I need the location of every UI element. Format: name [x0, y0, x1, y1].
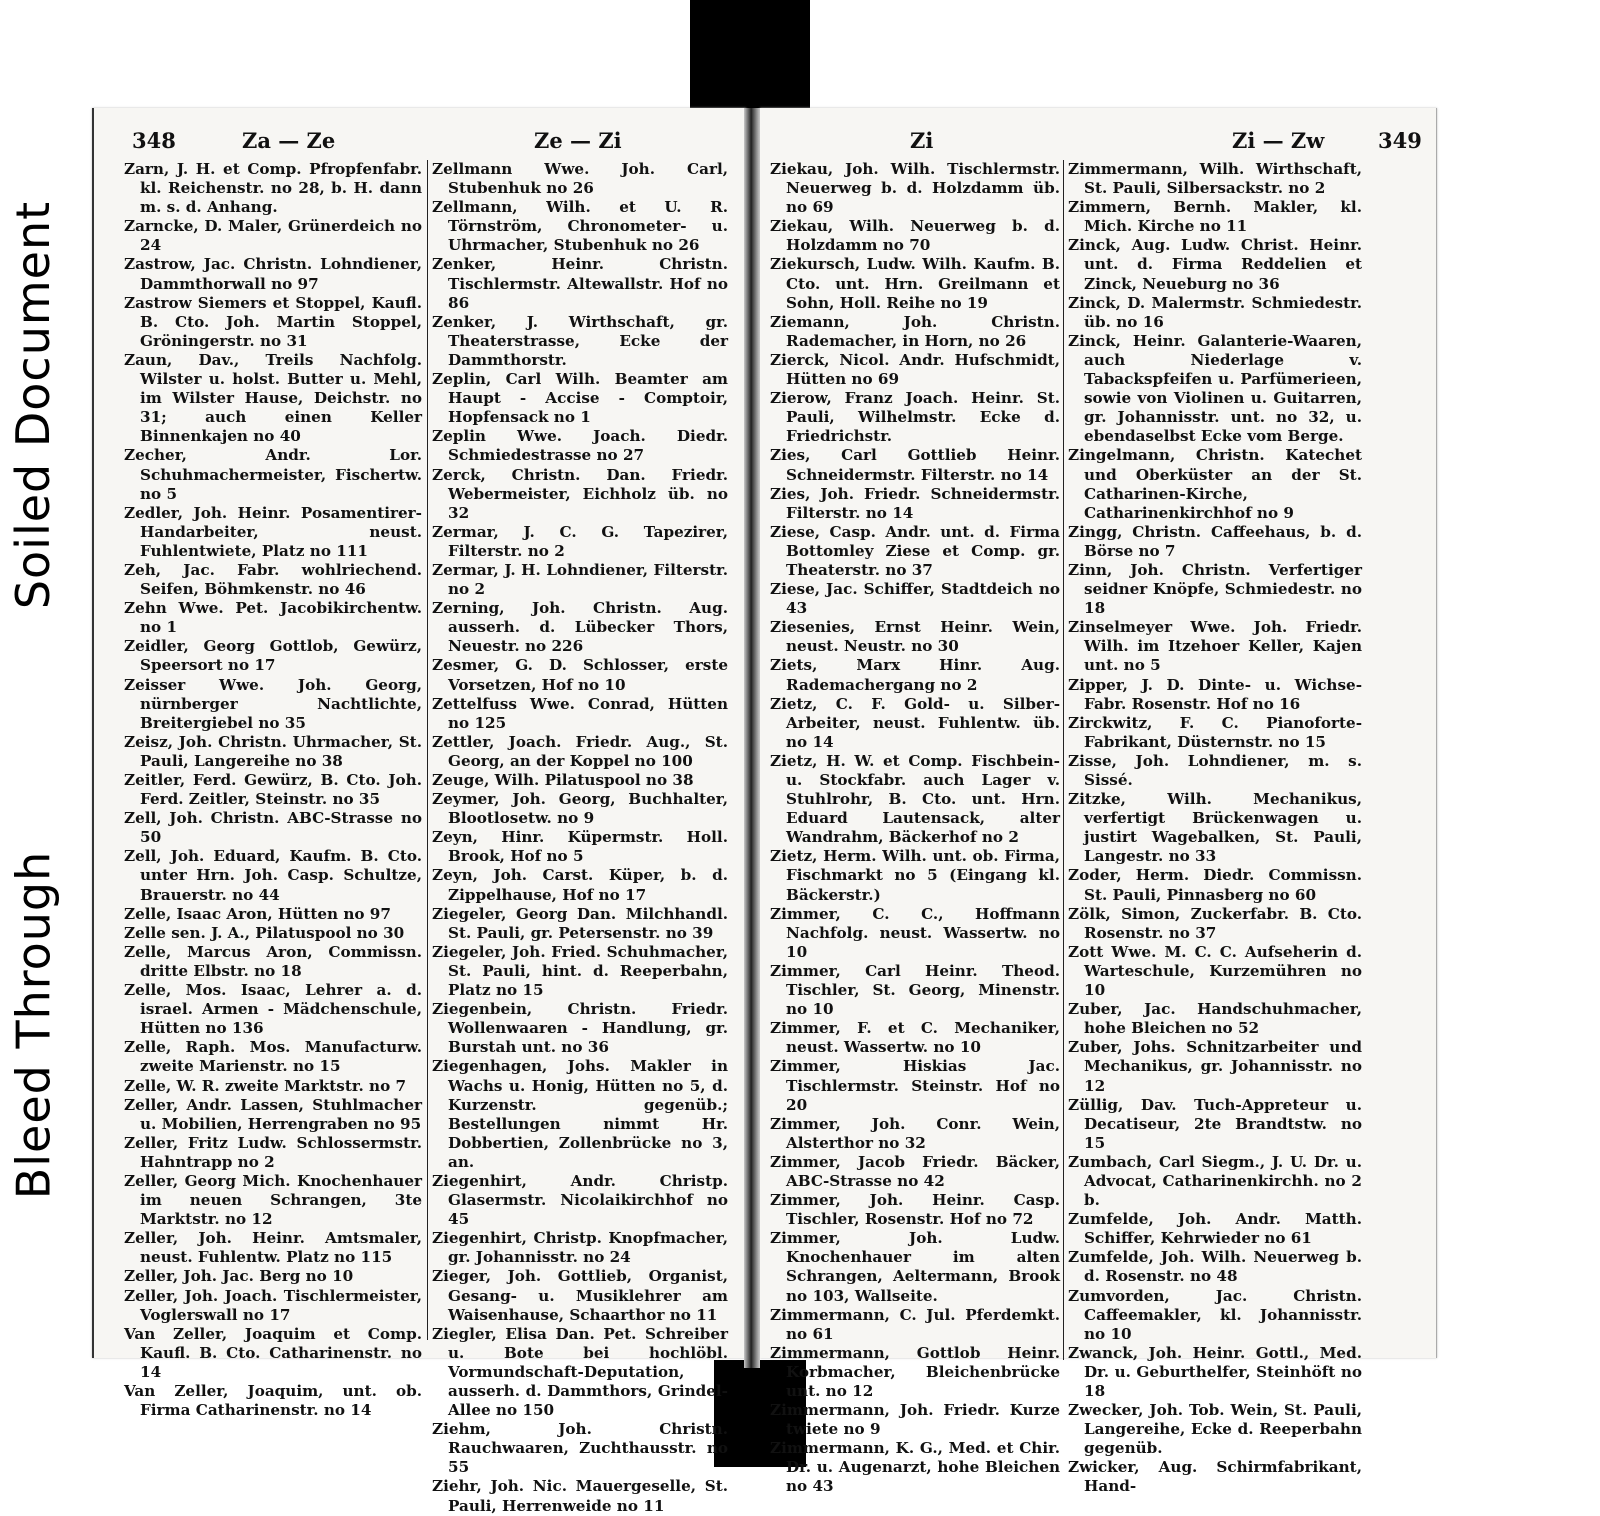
directory-entry: Zinselmeyer Wwe. Joh. Friedr. Wilh. im Itzehoer Keller, Kajen unt. no 5 — [1068, 618, 1362, 675]
directory-entry: Zeplin, Carl Wilh. Beamter am Haupt - Accise - Comptoir, Hopfensack no 1 — [432, 370, 728, 427]
directory-entry: Ziegenhagen, Johs. Makler in Wachs u. Honig, Hütten no 5, d. Kurzenstr. gegenüb.; Bestellungen nimmt Hr. Dobbertien, Zollenbrücke no 3, an. — [432, 1057, 728, 1171]
directory-entry: Zimmer, F. et C. Mechaniker, neust. Wassertw. no 10 — [770, 1019, 1060, 1057]
directory-entry: Zimmermann, Joh. Friedr. Kurze twiete no 9 — [770, 1401, 1060, 1439]
directory-entry: Zelle, Mos. Isaac, Lehrer a. d. israel. Armen - Mädchenschule, Hütten no 136 — [124, 981, 422, 1038]
directory-entry: Van Zeller, Joaquim et Comp. Kaufl. B. Cto. Catharinenstr. no 14 — [124, 1324, 422, 1381]
directory-entry: Zietz, H. W. et Comp. Fischbein- u. Stockfabr. auch Lager v. Stuhlrohr, B. Cto. unt. Hrn. Eduard Lautensack, alter Wandrahm, Bäckerhof no 2 — [770, 751, 1060, 847]
directory-entry: Zirckwitz, F. C. Pianoforte-Fabrikant, Düsternstr. no 15 — [1068, 713, 1362, 751]
directory-entry: Zingelmann, Christn. Katechet und Oberküster an der St. Catharinen-Kirche, Catharinenkirchhof no 9 — [1068, 446, 1362, 522]
directory-entry: Ziegeler, Joh. Fried. Schuhmacher, St. Pauli, hint. d. Reeperbahn, Platz no 15 — [432, 942, 728, 1000]
directory-entry: Zierck, Nicol. Andr. Hufschmidt, Hütten no 69 — [770, 350, 1060, 389]
directory-entry: Ziets, Marx Hinr. Aug. Rademachergang no 2 — [770, 656, 1060, 694]
soiled-document-label — [4, 160, 62, 650]
directory-entry: Zeyn, Joh. Carst. Küper, b. d. Zippelhause, Hof no 17 — [432, 866, 728, 904]
right-page-header-a: Zi — [910, 128, 934, 153]
directory-entry: Zeuge, Wilh. Pilatuspool no 38 — [432, 771, 694, 789]
directory-entry: Zimmern, Bernh. Makler, kl. Mich. Kirche no 11 — [1068, 198, 1362, 236]
directory-entry: Zimmermann, Wilh. Wirthschaft, St. Pauli, Silbersackstr. no 2 — [1068, 160, 1362, 198]
directory-entry: Ziehm, Joh. Christn. Rauchwaaren, Zuchthausstr. no 55 — [432, 1420, 728, 1477]
directory-entry: Zarn, J. H. et Comp. Pfropfenfabr. kl. Reichenstr. no 28, b. H. dann m. s. d. Anhang. — [124, 160, 422, 217]
directory-entry: Zeh, Jac. Fabr. wohlriechend. Seifen, Böhmkenstr. no 46 — [124, 560, 422, 599]
directory-entry: Ziese, Casp. Andr. unt. d. Firma Bottomley Ziese et Comp. gr. Theaterstr. no 37 — [770, 522, 1060, 579]
directory-entry: Zeller, Joh. Joach. Tischlermeister, Voglerswall no 17 — [124, 1286, 422, 1324]
directory-entry: Zelle, Marcus Aron, Commissn. dritte Elbstr. no 18 — [124, 942, 422, 980]
directory-entry: Zipper, J. D. Dinte- u. Wichse-Fabr. Rosenstr. Hof no 16 — [1068, 675, 1362, 713]
directory-entry: Ziegler, Elisa Dan. Pet. Schreiber u. Bote bei hochlöbl. Vormundschaft-Deputation, ausserh. d. Dammthors, Grindel-Allee no 150 — [432, 1324, 728, 1420]
directory-entry: Zwanck, Joh. Heinr. Gottl., Med. Dr. u. Geburthelfer, Steinhöft no 18 — [1068, 1343, 1362, 1400]
directory-entry: Zeymer, Joh. Georg, Buchhalter, Blootlosetw. no 9 — [432, 790, 728, 828]
directory-entry: Zuber, Jac. Handschuhmacher, hohe Bleichen no 52 — [1068, 1000, 1362, 1038]
bleed-through-label — [4, 790, 62, 1260]
right-column-rule — [1063, 160, 1064, 1360]
directory-entry: Zellmann, Wilh. et U. R. Törnström, Chronometer- u. Uhrmacher, Stubenhuk no 26 — [432, 198, 728, 255]
directory-entry: Zott Wwe. M. C. C. Aufseherin d. Warteschule, Kurzemühren no 10 — [1068, 942, 1362, 1000]
directory-entry: Ziekau, Wilh. Neuerweg b. d. Holzdamm no 70 — [770, 217, 1060, 255]
left-column-rule — [427, 160, 428, 1340]
directory-entry: Zitzke, Wilh. Mechanikus, verfertigt Brückenwagen u. justirt Wagebalken, St. Pauli, Langestr. no 33 — [1068, 790, 1362, 866]
directory-entry: Zeisser Wwe. Joh. Georg, nürnberger Nachtlichte, Breitergiebel no 35 — [124, 675, 422, 732]
left-page-header-b: Ze — Zi — [534, 128, 622, 153]
directory-entry: Zies, Joh. Friedr. Schneidermstr. Filterstr. no 14 — [770, 484, 1060, 522]
directory-entry: Zehn Wwe. Pet. Jacobikirchentw. no 1 — [124, 599, 422, 637]
book-gutter — [744, 108, 760, 1368]
directory-entry: Zimmer, Carl Heinr. Theod. Tischler, St. Georg, Minenstr. no 10 — [770, 961, 1060, 1019]
left-page-number: 348 — [132, 128, 176, 153]
directory-entry: Zenker, J. Wirthschaft, gr. Theaterstrasse, Ecke der Dammthorstr. — [432, 312, 728, 369]
directory-entry: Zeller, Georg Mich. Knochenhauer im neuen Schrangen, 3te Marktstr. no 12 — [124, 1171, 422, 1229]
directory-entry: Ziesenies, Ernst Heinr. Wein, neust. Neustr. no 30 — [770, 618, 1060, 656]
directory-entry: Zimmermann, Gottlob Heinr. Korbmacher, Bleichenbrücke unt. no 12 — [770, 1343, 1060, 1400]
directory-entry: Zettler, Joach. Friedr. Aug., St. Georg, an der Koppel no 100 — [432, 732, 728, 770]
directory-entry: Zumfelde, Joh. Wilh. Neuerweg b. d. Rosenstr. no 48 — [1068, 1248, 1362, 1286]
left-page-header-a: Za — Ze — [242, 128, 336, 153]
right-page-header-b: Zi — Zw — [1232, 128, 1325, 153]
directory-entry: Zumfelde, Joh. Andr. Matth. Schiffer, Kehrwieder no 61 — [1068, 1210, 1362, 1248]
directory-entry: Zinck, Heinr. Galanterie-Waaren, auch Niederlage v. Tabackspfeifen u. Parfümerieen, sowie von Violinen u. Guitarren, gr. Johannisstr. unt. no 32, u. ebendaselbst Ecke vom Berge. — [1068, 331, 1362, 446]
bleed-through-text: Bleed Through — [6, 850, 61, 1200]
scan-strip-top — [690, 0, 810, 118]
directory-entry: Zastrow Siemers et Stoppel, Kaufl. B. Cto. Joh. Martin Stoppel, Gröningerstr. no 31 — [124, 293, 422, 350]
directory-entry: Zelle, W. R. zweite Marktstr. no 7 — [124, 1076, 407, 1095]
directory-entry: Zecher, Andr. Lor. Schuhmachermeister, Fischertw. no 5 — [124, 446, 422, 503]
soiled-document-text: Soiled Document — [6, 200, 60, 610]
directory-entry: Zermar, J. H. Lohndiener, Filterstr. no 2 — [432, 560, 728, 599]
right-page — [760, 108, 1437, 1496]
directory-entry: Zimmer, Joh. Ludw. Knochenhauer im alten Schrangen, Aeltermann, Brook no 103, Wallseite. — [770, 1229, 1060, 1305]
directory-entry: Zeidler, Georg Gottlob, Gewürz, Speersort no 17 — [124, 637, 422, 675]
directory-entry: Zingg, Christn. Caffeehaus, b. d. Börse no 7 — [1068, 522, 1362, 560]
directory-entry: Zwecker, Joh. Tob. Wein, St. Pauli, Langereihe, Ecke d. Reeperbahn gegenüb. — [1068, 1401, 1362, 1458]
directory-entry: Züllig, Dav. Tuch-Appreteur u. Decatiseur, 2te Brandtstw. no 15 — [1068, 1095, 1362, 1152]
directory-entry: Zisse, Joh. Lohndiener, m. s. Sissé. — [1068, 751, 1362, 789]
directory-entry: Zastrow, Jac. Christn. Lohndiener, Dammthorwall no 97 — [124, 255, 422, 293]
left-page — [92, 108, 746, 1515]
open-book — [92, 108, 1462, 1515]
directory-entry: Ziegenhirt, Christp. Knopfmacher, gr. Johannisstr. no 24 — [432, 1229, 728, 1267]
directory-entry: Zettelfuss Wwe. Conrad, Hütten no 125 — [432, 694, 728, 732]
directory-entry: Zeller, Andr. Lassen, Stuhlmacher u. Mobilien, Herrengraben no 95 — [124, 1095, 422, 1133]
directory-entry: Zell, Joh. Christn. ABC-Strasse no 50 — [124, 809, 422, 847]
directory-entry: Zermar, J. C. G. Tapezirer, Filterstr. no 2 — [432, 522, 728, 560]
directory-entry: Zumbach, Carl Siegm., J. U. Dr. u. Advocat, Catharinenkirchh. no 2 b. — [1068, 1152, 1362, 1210]
right-column-2 — [1068, 160, 1362, 1497]
directory-entry: Zarncke, D. Maler, Grünerdeich no 24 — [124, 217, 422, 255]
directory-entry: Zeller, Fritz Ludw. Schlossermstr. Hahntrapp no 2 — [124, 1133, 422, 1171]
directory-entry: Zeller, Joh. Heinr. Amtsmaler, neust. Fuhlentw. Platz no 115 — [124, 1229, 422, 1267]
directory-entry: Zell, Joh. Eduard, Kaufm. B. Cto. unter Hrn. Joh. Casp. Schultze, Brauerstr. no 44 — [124, 847, 422, 904]
directory-entry: Zies, Carl Gottlieb Heinr. Schneidermstr. Filterstr. no 14 — [770, 446, 1060, 484]
directory-entry: Ziekursch, Ludw. Wilh. Kaufm. B. Cto. unt. Hrn. Greilmann et Sohn, Holl. Reihe no 19 — [770, 255, 1060, 312]
directory-entry: Van Zeller, Joaquim, unt. ob. Firma Catharinenstr. no 14 — [124, 1382, 422, 1420]
directory-entry: Ziekau, Joh. Wilh. Tischlermstr. Neuerweg b. d. Holzdamm üb. no 69 — [770, 160, 1060, 217]
directory-entry: Zimmer, Joh. Conr. Wein, Alsterthor no 32 — [770, 1114, 1060, 1152]
directory-entry: Zinck, D. Malermstr. Schmiedestr. üb. no 16 — [1068, 293, 1362, 331]
directory-entry: Zimmermann, K. G., Med. et Chir. Dr. u. Augenarzt, hohe Bleichen no 43 — [770, 1439, 1060, 1496]
directory-entry: Zeyn, Hinr. Küpermstr. Holl. Brook, Hof no 5 — [432, 828, 728, 866]
directory-entry: Zerck, Christn. Dan. Friedr. Webermeister, Eichholz üb. no 32 — [432, 465, 728, 522]
directory-entry: Zerning, Joh. Christn. Aug. ausserh. d. Lübecker Thors, Neuestr. no 226 — [432, 599, 728, 656]
directory-entry: Ziemann, Joh. Christn. Rademacher, in Horn, no 26 — [770, 312, 1060, 350]
directory-entry: Zelle, Isaac Aron, Hütten no 97 — [124, 904, 391, 923]
directory-entry: Zimmermann, C. Jul. Pferdemkt. no 61 — [770, 1305, 1060, 1343]
directory-entry: Zimmer, Joh. Heinr. Casp. Tischler, Rosenstr. Hof no 72 — [770, 1191, 1060, 1229]
directory-entry: Zuber, Johs. Schnitzarbeiter und Mechanikus, gr. Johannisstr. no 12 — [1068, 1038, 1362, 1095]
directory-entry: Zinck, Aug. Ludw. Christ. Heinr. unt. d. Firma Reddelien et Zinck, Neueburg no 36 — [1068, 236, 1362, 293]
directory-entry: Zietz, C. F. Gold- u. Silber-Arbeiter, neust. Fuhlentw. üb. no 14 — [770, 694, 1060, 751]
directory-entry: Zeplin Wwe. Joach. Diedr. Schmiedestrasse no 27 — [432, 427, 728, 465]
directory-entry: Zinn, Joh. Christn. Verfertiger seidner Knöpfe, Schmiedestr. no 18 — [1068, 560, 1362, 618]
directory-entry: Ziegenbein, Christn. Friedr. Wollenwaaren - Handlung, gr. Burstah unt. no 36 — [432, 1000, 728, 1057]
right-column-1 — [770, 160, 1060, 1497]
directory-entry: Zwicker, Aug. Schirmfabrikant, Hand- — [1068, 1458, 1362, 1496]
directory-entry: Zaun, Dav., Treils Nachfolg. Wilster u. holst. Butter u. Mehl, im Wilster Hause, Deichstr. no 31; auch einen Keller Binnenkajen no 40 — [124, 350, 422, 446]
directory-entry: Ziegeler, Georg Dan. Milchhandl. St. Pauli, gr. Petersenstr. no 39 — [432, 904, 728, 942]
directory-entry: Zelle, Raph. Mos. Manufacturw. zweite Marienstr. no 15 — [124, 1038, 422, 1076]
directory-entry: Zelle sen. J. A., Pilatuspool no 30 — [124, 923, 405, 942]
directory-entry: Zeller, Joh. Jac. Berg no 10 — [124, 1267, 354, 1286]
directory-entry: Zimmer, Jacob Friedr. Bäcker, ABC-Strasse no 42 — [770, 1152, 1060, 1190]
right-page-number: 349 — [1378, 128, 1422, 153]
directory-entry: Zenker, Heinr. Christn. Tischlermstr. Altewallstr. Hof no 86 — [432, 255, 728, 312]
directory-entry: Ziegenhirt, Andr. Christp. Glasermstr. Nicolaikirchhof no 45 — [432, 1171, 728, 1229]
directory-entry: Zeisz, Joh. Christn. Uhrmacher, St. Pauli, Langereihe no 38 — [124, 732, 422, 770]
left-column-1 — [124, 160, 422, 1420]
directory-entry: Zieger, Joh. Gottlieb, Organist, Gesang- u. Musiklehrer am Waisenhause, Schaarthor no 11 — [432, 1267, 728, 1324]
directory-entry: Zölk, Simon, Zuckerfabr. B. Cto. Rosenstr. no 37 — [1068, 904, 1362, 942]
directory-entry: Zeitler, Ferd. Gewürz, B. Cto. Joh. Ferd. Zeitler, Steinstr. no 35 — [124, 771, 422, 809]
directory-entry: Zoder, Herm. Diedr. Commissn. St. Pauli, Pinnasberg no 60 — [1068, 866, 1362, 904]
directory-entry: Zellmann Wwe. Joh. Carl, Stubenhuk no 26 — [432, 160, 728, 198]
left-column-2 — [432, 160, 728, 1516]
directory-entry: Zierow, Franz Joach. Heinr. St. Pauli, Wilhelmstr. Ecke d. Friedrichstr. — [770, 389, 1060, 446]
directory-entry: Zumvorden, Jac. Christn. Caffeemakler, kl. Johannisstr. no 10 — [1068, 1286, 1362, 1343]
directory-entry: Ziehr, Joh. Nic. Mauergeselle, St. Pauli, Herrenweide no 11 — [432, 1477, 728, 1515]
directory-entry: Zimmer, C. C., Hoffmann Nachfolg. neust. Wassertw. no 10 — [770, 904, 1060, 961]
directory-entry: Zesmer, G. D. Schlosser, erste Vorsetzen, Hof no 10 — [432, 656, 728, 694]
directory-entry: Zimmer, Hiskias Jac. Tischlermstr. Steinstr. Hof no 20 — [770, 1057, 1060, 1114]
directory-entry: Ziese, Jac. Schiffer, Stadtdeich no 43 — [770, 580, 1060, 618]
directory-entry: Zedler, Joh. Heinr. Posamentirer-Handarbeiter, neust. Fuhlentwiete, Platz no 111 — [124, 503, 422, 560]
directory-entry: Zietz, Herm. Wilh. unt. ob. Firma, Fischmarkt no 5 (Eingang kl. Bäckerstr.) — [770, 847, 1060, 904]
